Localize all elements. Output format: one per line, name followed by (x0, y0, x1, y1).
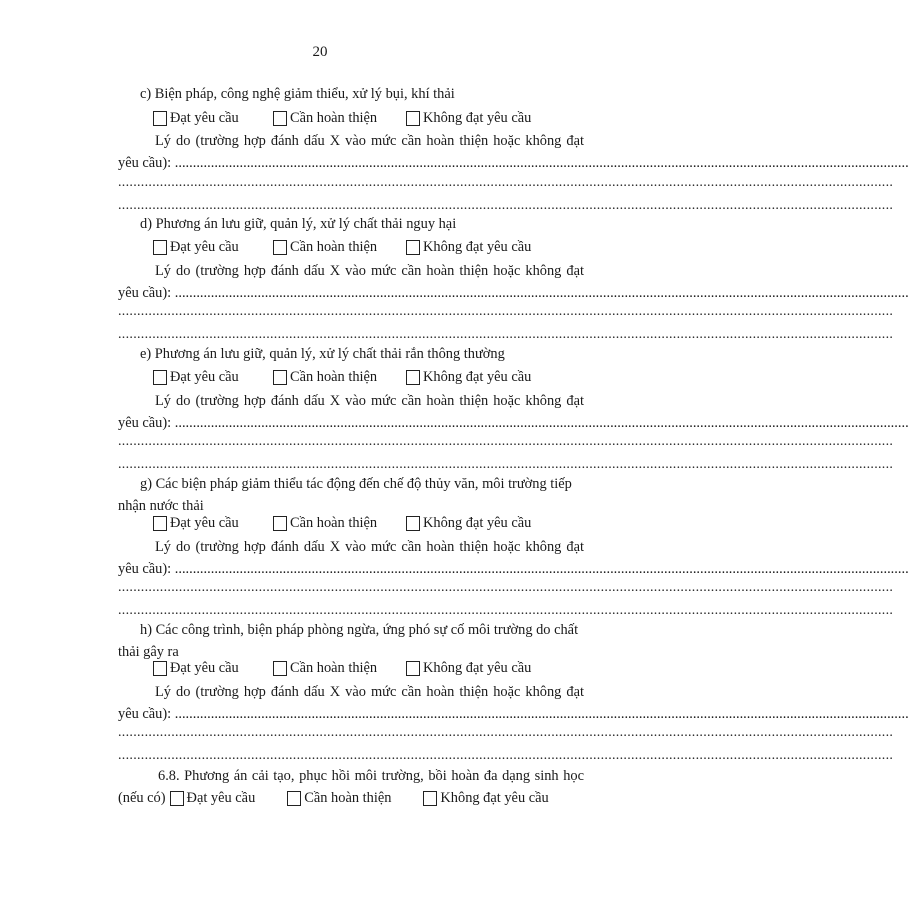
option-needs-work[interactable] (273, 658, 377, 678)
option-fail[interactable] (423, 788, 548, 808)
option-pass[interactable] (153, 658, 239, 678)
option-label: Đạt yêu cầu (170, 514, 239, 531)
option-needs-work[interactable] (273, 237, 377, 257)
checkbox[interactable] (287, 791, 301, 806)
checkbox[interactable] (153, 516, 167, 531)
dotted-line[interactable]: ............................................................................................................................................................................................................ (118, 580, 894, 595)
option-pass[interactable] (170, 788, 256, 808)
reason-text (118, 260, 909, 304)
reason-prefix: yêu cầu): (118, 285, 172, 301)
reason-line-2[interactable] (118, 412, 909, 434)
dotted-line[interactable]: ............................................................................................................................................................................................................ (118, 748, 894, 763)
section-g-options (153, 513, 593, 533)
checkbox[interactable] (273, 240, 287, 255)
reason-prefix: yêu cầu): (118, 155, 172, 171)
option-label: Không đạt yêu cầu (423, 238, 532, 255)
option-label: Không đạt yêu cầu (440, 789, 549, 806)
option-fail[interactable] (406, 513, 531, 533)
checkbox[interactable] (153, 240, 167, 255)
option-label: Đạt yêu cầu (170, 368, 239, 385)
dotted-line: ............................................................................................................................................................................................................ (174, 155, 909, 171)
option-label: Đạt yêu cầu (170, 659, 239, 676)
dotted-line[interactable]: ............................................................................................................................................................................................................ (118, 434, 894, 449)
checkbox[interactable] (170, 791, 184, 806)
reason-line-2[interactable] (118, 152, 909, 174)
option-label: Cần hoàn thiện (290, 659, 378, 676)
option-label: Không đạt yêu cầu (423, 514, 532, 531)
checkbox[interactable] (273, 661, 287, 676)
section-e-options (153, 367, 593, 387)
option-label: Đạt yêu cầu (186, 789, 256, 806)
option-needs-work[interactable] (273, 367, 377, 387)
checkbox[interactable] (406, 661, 420, 676)
checkbox[interactable] (273, 111, 287, 126)
checkbox[interactable] (273, 516, 287, 531)
option-label: Cần hoàn thiện (290, 368, 378, 385)
reason-line-1: Lý do (trường hợp đánh dấu X vào mức cần hoàn thiện hoặc không đạt (155, 393, 584, 409)
section-h-options (153, 658, 593, 678)
checkbox[interactable] (153, 661, 167, 676)
section-c-options (153, 108, 593, 128)
reason-line-1: Lý do (trường hợp đánh dấu X vào mức cần hoàn thiện hoặc không đạt (155, 539, 584, 555)
option-label: Không đạt yêu cầu (423, 368, 532, 385)
reason-prefix: yêu cầu): (118, 415, 172, 431)
checkbox[interactable] (153, 111, 167, 126)
reason-prefix: yêu cầu): (118, 706, 172, 722)
option-needs-work[interactable] (273, 513, 377, 533)
option-label: Cần hoàn thiện (290, 238, 378, 255)
option-label: Đạt yêu cầu (170, 238, 239, 255)
section-6-8 (118, 765, 584, 808)
checkbox[interactable] (406, 240, 420, 255)
section-e-title: e) Phương án lưu giữ, quản lý, xử lý chất thải rắn thông thường (140, 346, 505, 362)
reason-line-2[interactable] (118, 558, 909, 580)
option-fail[interactable] (406, 658, 531, 678)
dotted-line: ............................................................................................................................................................................................................ (174, 415, 909, 431)
option-pass[interactable] (153, 367, 239, 387)
reason-line-2[interactable] (118, 282, 909, 304)
option-needs-work[interactable] (287, 788, 391, 808)
checkbox[interactable] (406, 516, 420, 531)
section-6-8-prefix: (nếu có) (118, 789, 166, 806)
option-pass[interactable] (153, 237, 239, 257)
dotted-line[interactable]: ............................................................................................................................................................................................................ (118, 603, 894, 618)
dotted-line[interactable]: ............................................................................................................................................................................................................ (118, 725, 894, 740)
reason-text (118, 681, 909, 725)
section-6-8-title: 6.8. Phương án cải tạo, phục hồi môi trường, bồi hoàn đa dạng sinh học (158, 768, 584, 784)
option-needs-work[interactable] (273, 108, 377, 128)
dotted-line[interactable]: ............................................................................................................................................................................................................ (118, 327, 894, 342)
reason-line-2[interactable] (118, 703, 909, 725)
section-h-title: h) Các công trình, biện pháp phòng ngừa, ứng phó sự cố môi trường do chất thải gây ra (118, 622, 579, 660)
option-fail[interactable] (406, 237, 531, 257)
dotted-line[interactable]: ............................................................................................................................................................................................................ (118, 198, 894, 213)
checkbox[interactable] (406, 111, 420, 126)
section-g-title: g) Các biện pháp giảm thiểu tác động đến chế độ thủy văn, môi trường tiếp nhận nước thải (118, 476, 572, 514)
option-label: Không đạt yêu cầu (423, 659, 532, 676)
option-label: Cần hoàn thiện (304, 789, 392, 806)
reason-prefix: yêu cầu): (118, 561, 172, 577)
section-d-title: d) Phương án lưu giữ, quản lý, xử lý chất thải nguy hại (140, 216, 457, 232)
option-fail[interactable] (406, 367, 531, 387)
dotted-line: ............................................................................................................................................................................................................ (174, 285, 909, 301)
section-d-options (153, 237, 593, 257)
reason-text (118, 536, 909, 580)
checkbox[interactable] (273, 370, 287, 385)
dotted-line: ............................................................................................................................................................................................................ (174, 561, 909, 577)
reason-line-1: Lý do (trường hợp đánh dấu X vào mức cần hoàn thiện hoặc không đạt (155, 263, 584, 279)
option-label: Đạt yêu cầu (170, 109, 239, 126)
page-number: 20 (312, 44, 328, 60)
checkbox[interactable] (153, 370, 167, 385)
reason-line-1: Lý do (trường hợp đánh dấu X vào mức cần hoàn thiện hoặc không đạt (155, 133, 584, 149)
option-label: Cần hoàn thiện (290, 514, 378, 531)
dotted-line[interactable]: ............................................................................................................................................................................................................ (118, 175, 894, 190)
option-pass[interactable] (153, 108, 239, 128)
dotted-line[interactable]: ............................................................................................................................................................................................................ (118, 304, 894, 319)
section-6-8-options (118, 788, 584, 808)
option-label: Không đạt yêu cầu (423, 109, 532, 126)
reason-text (118, 390, 909, 434)
option-label: Cần hoàn thiện (290, 109, 378, 126)
section-c-title: c) Biện pháp, công nghệ giảm thiểu, xử lý bụi, khí thải (140, 86, 455, 102)
option-pass[interactable] (153, 513, 239, 533)
reason-line-1: Lý do (trường hợp đánh dấu X vào mức cần hoàn thiện hoặc không đạt (155, 684, 584, 700)
checkbox[interactable] (406, 370, 420, 385)
option-fail[interactable] (406, 108, 531, 128)
dotted-line[interactable]: ............................................................................................................................................................................................................ (118, 457, 894, 472)
dotted-line: ............................................................................................................................................................................................................ (174, 706, 909, 722)
reason-text (118, 130, 909, 174)
checkbox[interactable] (423, 791, 437, 806)
